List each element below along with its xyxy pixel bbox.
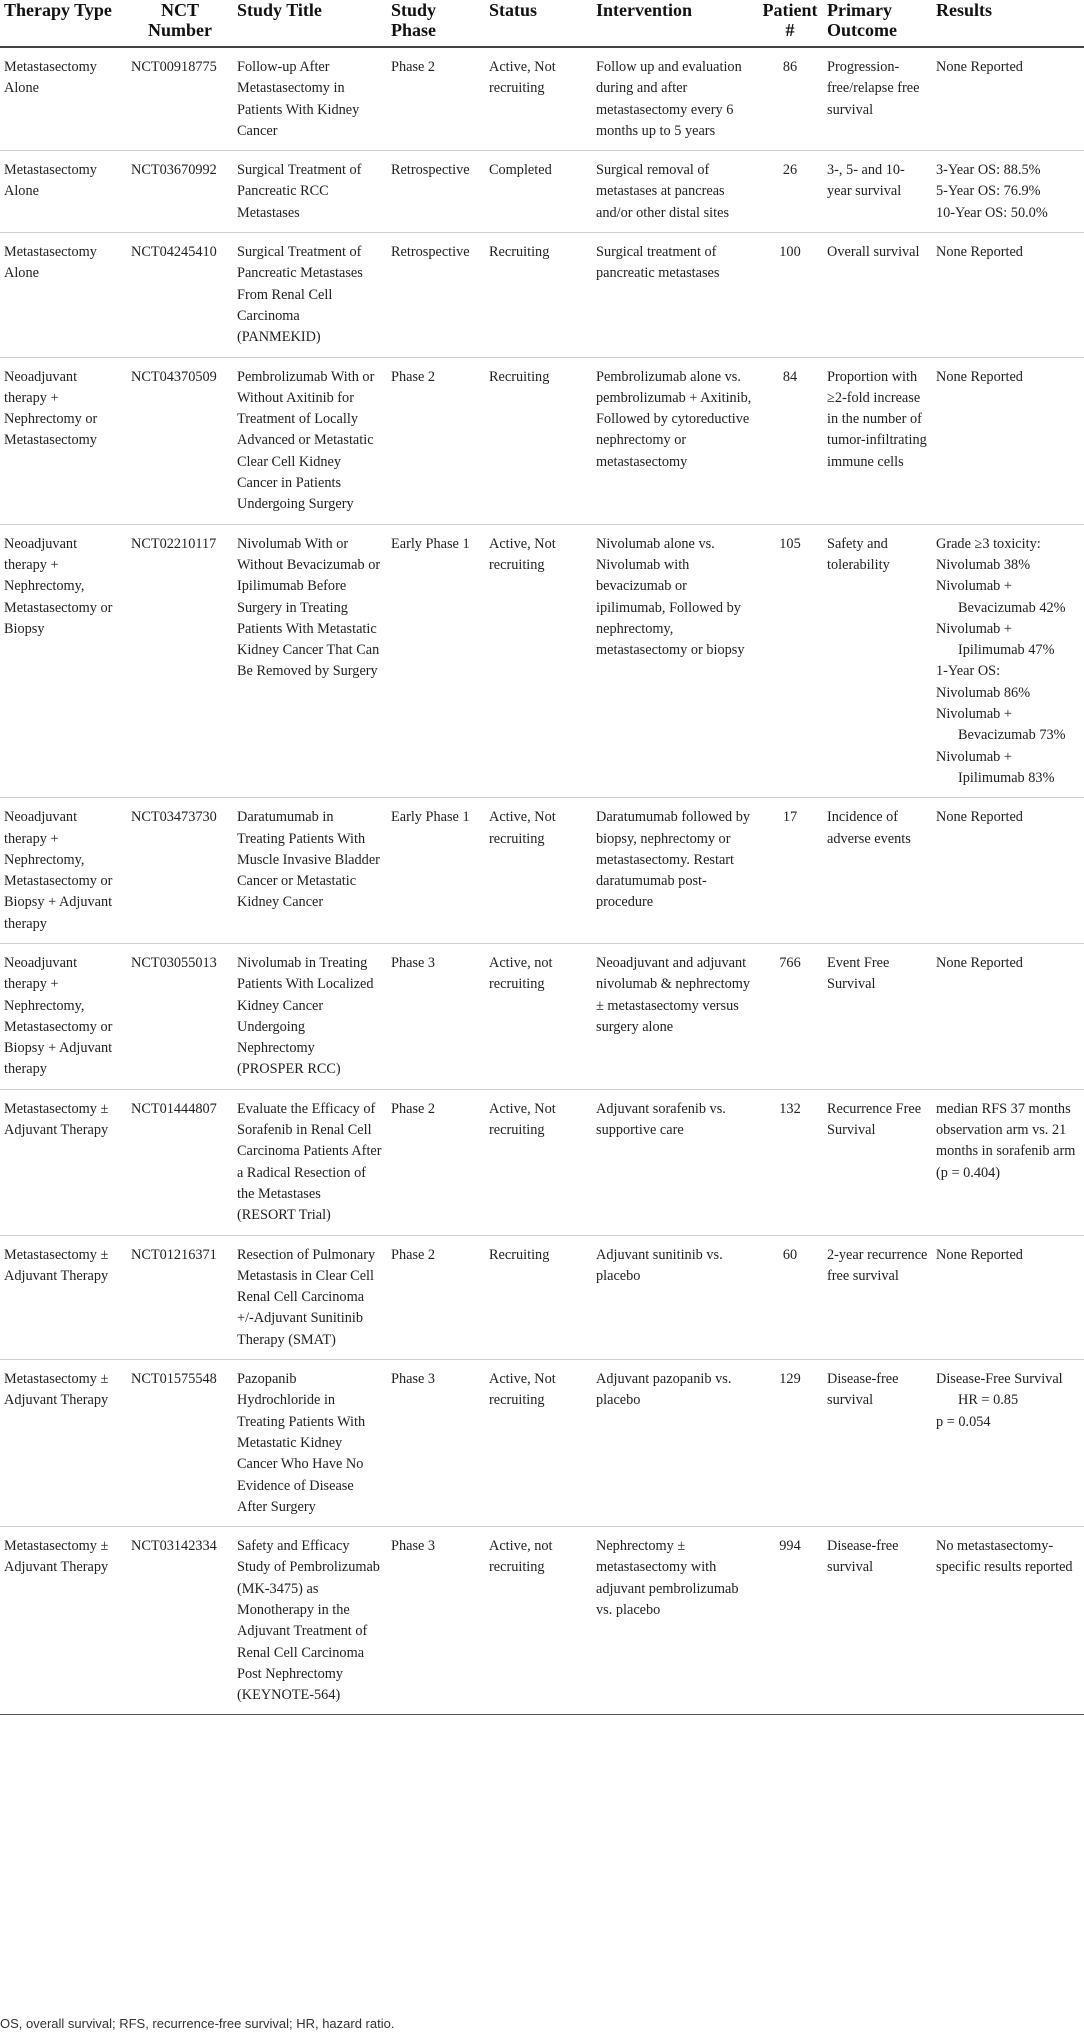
results-line: Nivolumab 86% — [936, 684, 1031, 701]
table-row — [0, 943, 1084, 1089]
results-cell — [932, 1360, 1084, 1527]
nct-number-cell: NCT03055013 — [127, 943, 233, 1089]
results-cell — [932, 151, 1084, 233]
study-phase-cell: Phase 3 — [387, 1360, 485, 1527]
header-intervention: Intervention — [592, 0, 757, 47]
header-therapy-type: Therapy Type — [0, 0, 127, 47]
header-patient-count: Patient # — [757, 0, 823, 47]
primary-outcome-cell: 2-year recurrence free survival — [823, 1235, 932, 1359]
status-cell: Active, Not recruiting — [485, 798, 592, 944]
status-cell: Active, Not recruiting — [485, 47, 592, 151]
results-line: Bevacizumab 73% — [958, 727, 1066, 744]
intervention-cell: Nephrectomy ± metastasectomy with adjuvant pembrolizumab vs. placebo — [592, 1527, 757, 1715]
table-row — [0, 798, 1084, 944]
results-line: Bevacizumab 42% — [958, 599, 1066, 616]
study-title-cell: Evaluate the Efficacy of Sorafenib in Renal Cell Carcinoma Patients After a Radical Resection of the Metastases (RESORT Trial) — [233, 1089, 387, 1235]
header-study-phase: Study Phase — [387, 0, 485, 47]
nct-number-cell: NCT02210117 — [127, 524, 233, 798]
nct-number-cell: NCT03670992 — [127, 151, 233, 233]
results-line: Nivolumab 38% — [936, 556, 1031, 573]
patient-count-cell: 17 — [757, 798, 823, 944]
patient-count-cell: 100 — [757, 233, 823, 357]
therapy-type-cell: Neoadjuvant therapy + Nephrectomy or Metastasectomy — [0, 357, 127, 524]
intervention-cell: Adjuvant pazopanib vs. placebo — [592, 1360, 757, 1527]
primary-outcome-cell: Recurrence Free Survival — [823, 1089, 932, 1235]
intervention-cell: Adjuvant sunitinib vs. placebo — [592, 1235, 757, 1359]
patient-count-cell: 105 — [757, 524, 823, 798]
therapy-type-cell: Metastasectomy Alone — [0, 233, 127, 357]
status-cell: Active, Not recruiting — [485, 524, 592, 798]
primary-outcome-cell: Progression-free/relapse free survival — [823, 47, 932, 151]
results-line: HR = 0.85 — [958, 1392, 1019, 1409]
therapy-type-cell: Metastasectomy ± Adjuvant Therapy — [0, 1235, 127, 1359]
intervention-cell: Daratumumab followed by biopsy, nephrectomy or metastasectomy. Restart daratumumab post-procedure — [592, 798, 757, 944]
intervention-cell: Nivolumab alone vs. Nivolumab with bevacizumab or ipilimumab, Followed by nephrectomy, metastasectomy or biopsy — [592, 524, 757, 798]
table-body — [0, 47, 1084, 1715]
study-phase-cell: Phase 3 — [387, 1527, 485, 1715]
results-line: Ipilimumab 47% — [958, 642, 1055, 659]
study-phase-cell: Retrospective — [387, 233, 485, 357]
table-row — [0, 357, 1084, 524]
intervention-cell: Surgical removal of metastases at pancreas and/or other distal sites — [592, 151, 757, 233]
primary-outcome-cell: Event Free Survival — [823, 943, 932, 1089]
results-line: Ipilimumab 83% — [958, 769, 1055, 786]
study-title-cell: Nivolumab With or Without Bevacizumab or Ipilimumab Before Surgery in Treating Patients With Metastatic Kidney Cancer That Can Be Removed by Surgery — [233, 524, 387, 798]
study-phase-cell: Phase 2 — [387, 1089, 485, 1235]
nct-number-cell: NCT03473730 — [127, 798, 233, 944]
table-row — [0, 1360, 1084, 1527]
results-line: 3-Year OS: 88.5% — [936, 162, 1041, 179]
therapy-type-cell: Neoadjuvant therapy + Nephrectomy, Metastasectomy or Biopsy + Adjuvant therapy — [0, 798, 127, 944]
results-line: Grade ≥3 toxicity: — [936, 535, 1041, 552]
results-cell — [932, 524, 1084, 798]
therapy-type-cell: Neoadjuvant therapy + Nephrectomy, Metastasectomy or Biopsy + Adjuvant therapy — [0, 943, 127, 1089]
table-row — [0, 1235, 1084, 1359]
results-line: None Reported — [936, 809, 1023, 826]
study-title-cell: Follow-up After Metastasectomy in Patients With Kidney Cancer — [233, 47, 387, 151]
table-row — [0, 1089, 1084, 1235]
status-cell: Recruiting — [485, 1235, 592, 1359]
study-phase-cell: Early Phase 1 — [387, 524, 485, 798]
study-title-cell: Safety and Efficacy Study of Pembrolizumab (MK-3475) as Monotherapy in the Adjuvant Treatment of Renal Cell Carcinoma Post Nephrectomy (KEYNOTE-564) — [233, 1527, 387, 1715]
primary-outcome-cell: Disease-free survival — [823, 1527, 932, 1715]
table-row — [0, 1527, 1084, 1715]
study-phase-cell: Phase 3 — [387, 943, 485, 1089]
results-cell — [932, 943, 1084, 1089]
primary-outcome-cell: Proportion with ≥2-fold increase in the number of tumor-infiltrating immune cells — [823, 357, 932, 524]
status-cell: Active, not recruiting — [485, 943, 592, 1089]
study-phase-cell: Phase 2 — [387, 1235, 485, 1359]
primary-outcome-cell: Incidence of adverse events — [823, 798, 932, 944]
results-line: None Reported — [936, 1246, 1023, 1263]
patient-count-cell: 26 — [757, 151, 823, 233]
patient-count-cell: 129 — [757, 1360, 823, 1527]
primary-outcome-cell: Safety and tolerability — [823, 524, 932, 798]
results-line: None Reported — [936, 954, 1023, 971]
patient-count-cell: 86 — [757, 47, 823, 151]
table-row — [0, 47, 1084, 151]
therapy-type-cell: Metastasectomy ± Adjuvant Therapy — [0, 1527, 127, 1715]
status-cell: Active, not recruiting — [485, 1527, 592, 1715]
nct-number-cell: NCT04370509 — [127, 357, 233, 524]
nct-number-cell: NCT01575548 — [127, 1360, 233, 1527]
results-cell — [932, 233, 1084, 357]
results-line: Disease-Free Survival — [936, 1371, 1063, 1388]
status-cell: Active, Not recruiting — [485, 1089, 592, 1235]
primary-outcome-cell: Overall survival — [823, 233, 932, 357]
results-cell — [932, 1089, 1084, 1235]
study-phase-cell: Phase 2 — [387, 357, 485, 524]
status-cell: Recruiting — [485, 233, 592, 357]
intervention-cell: Surgical treatment of pancreatic metastases — [592, 233, 757, 357]
intervention-cell: Neoadjuvant and adjuvant nivolumab & nephrectomy ± metastasectomy versus surgery alone — [592, 943, 757, 1089]
patient-count-cell: 60 — [757, 1235, 823, 1359]
study-phase-cell: Phase 2 — [387, 47, 485, 151]
results-line: median RFS 37 months observation arm vs. 21 months in sorafenib arm (p = 0.404) — [936, 1100, 1076, 1181]
header-status: Status — [485, 0, 592, 47]
results-line: Nivolumab + — [936, 748, 1012, 765]
study-title-cell: Surgical Treatment of Pancreatic Metastases From Renal Cell Carcinoma (PANMEKID) — [233, 233, 387, 357]
results-line: Nivolumab + — [936, 706, 1012, 723]
therapy-type-cell: Metastasectomy ± Adjuvant Therapy — [0, 1089, 127, 1235]
results-line: 5-Year OS: 76.9% — [936, 183, 1041, 200]
results-cell — [932, 47, 1084, 151]
nct-number-cell: NCT04245410 — [127, 233, 233, 357]
therapy-type-cell: Neoadjuvant therapy + Nephrectomy, Metastasectomy or Biopsy — [0, 524, 127, 798]
study-title-cell: Pazopanib Hydrochloride in Treating Patients With Metastatic Kidney Cancer Who Have No Evidence of Disease After Surgery — [233, 1360, 387, 1527]
status-cell: Recruiting — [485, 357, 592, 524]
table-row — [0, 233, 1084, 357]
table-row — [0, 151, 1084, 233]
status-cell: Completed — [485, 151, 592, 233]
results-line: None Reported — [936, 59, 1023, 75]
results-line: Nivolumab + — [936, 620, 1012, 637]
header-results: Results — [932, 0, 1084, 47]
header-study-title: Study Title — [233, 0, 387, 47]
therapy-type-cell: Metastasectomy Alone — [0, 151, 127, 233]
results-cell — [932, 357, 1084, 524]
study-title-cell: Daratumumab in Treating Patients With Muscle Invasive Bladder Cancer or Metastatic Kidney Cancer — [233, 798, 387, 944]
results-cell — [932, 798, 1084, 944]
study-title-cell: Surgical Treatment of Pancreatic RCC Metastases — [233, 151, 387, 233]
study-title-cell: Resection of Pulmonary Metastasis in Clear Cell Renal Cell Carcinoma +/-Adjuvant Sunitinib Therapy (SMAT) — [233, 1235, 387, 1359]
nct-number-cell: NCT01216371 — [127, 1235, 233, 1359]
nct-number-cell: NCT00918775 — [127, 47, 233, 151]
primary-outcome-cell: 3-, 5- and 10-year survival — [823, 151, 932, 233]
table-header-row — [0, 0, 1084, 47]
table-row — [0, 524, 1084, 798]
intervention-cell: Pembrolizumab alone vs. pembrolizumab + Axitinib, Followed by cytoreductive nephrectomy or metastasectomy — [592, 357, 757, 524]
patient-count-cell: 766 — [757, 943, 823, 1089]
status-cell: Active, Not recruiting — [485, 1360, 592, 1527]
nct-number-cell: NCT03142334 — [127, 1527, 233, 1715]
results-line: None Reported — [936, 368, 1023, 385]
primary-outcome-cell: Disease-free survival — [823, 1360, 932, 1527]
patient-count-cell: 84 — [757, 357, 823, 524]
table-footnote: OS, overall survival; RFS, recurrence-free survival; HR, hazard ratio. — [0, 2016, 395, 2031]
therapy-type-cell: Metastasectomy Alone — [0, 47, 127, 151]
nct-number-cell: NCT01444807 — [127, 1089, 233, 1235]
results-line: None Reported — [936, 244, 1023, 261]
patient-count-cell: 132 — [757, 1089, 823, 1235]
intervention-cell: Adjuvant sorafenib vs. supportive care — [592, 1089, 757, 1235]
results-cell — [932, 1235, 1084, 1359]
results-cell — [932, 1527, 1084, 1715]
study-title-cell: Nivolumab in Treating Patients With Localized Kidney Cancer Undergoing Nephrectomy (PROSPER RCC) — [233, 943, 387, 1089]
intervention-cell: Follow up and evaluation during and after metastasectomy every 6 months up to 5 years — [592, 47, 757, 151]
therapy-type-cell: Metastasectomy ± Adjuvant Therapy — [0, 1360, 127, 1527]
study-phase-cell: Early Phase 1 — [387, 798, 485, 944]
study-title-cell: Pembrolizumab With or Without Axitinib for Treatment of Locally Advanced or Metastatic Clear Cell Kidney Cancer in Patients Undergoing Surgery — [233, 357, 387, 524]
results-line: No metastasectomy-specific results reported — [936, 1538, 1073, 1576]
study-phase-cell: Retrospective — [387, 151, 485, 233]
results-line: 1-Year OS: — [936, 663, 1001, 680]
patient-count-cell: 994 — [757, 1527, 823, 1715]
results-line: p = 0.054 — [936, 1413, 991, 1430]
header-primary-outcome: Primary Outcome — [823, 0, 932, 47]
results-line: Nivolumab + — [936, 578, 1012, 595]
header-nct-number: NCT Number — [127, 0, 233, 47]
results-line: 10-Year OS: 50.0% — [936, 204, 1048, 221]
